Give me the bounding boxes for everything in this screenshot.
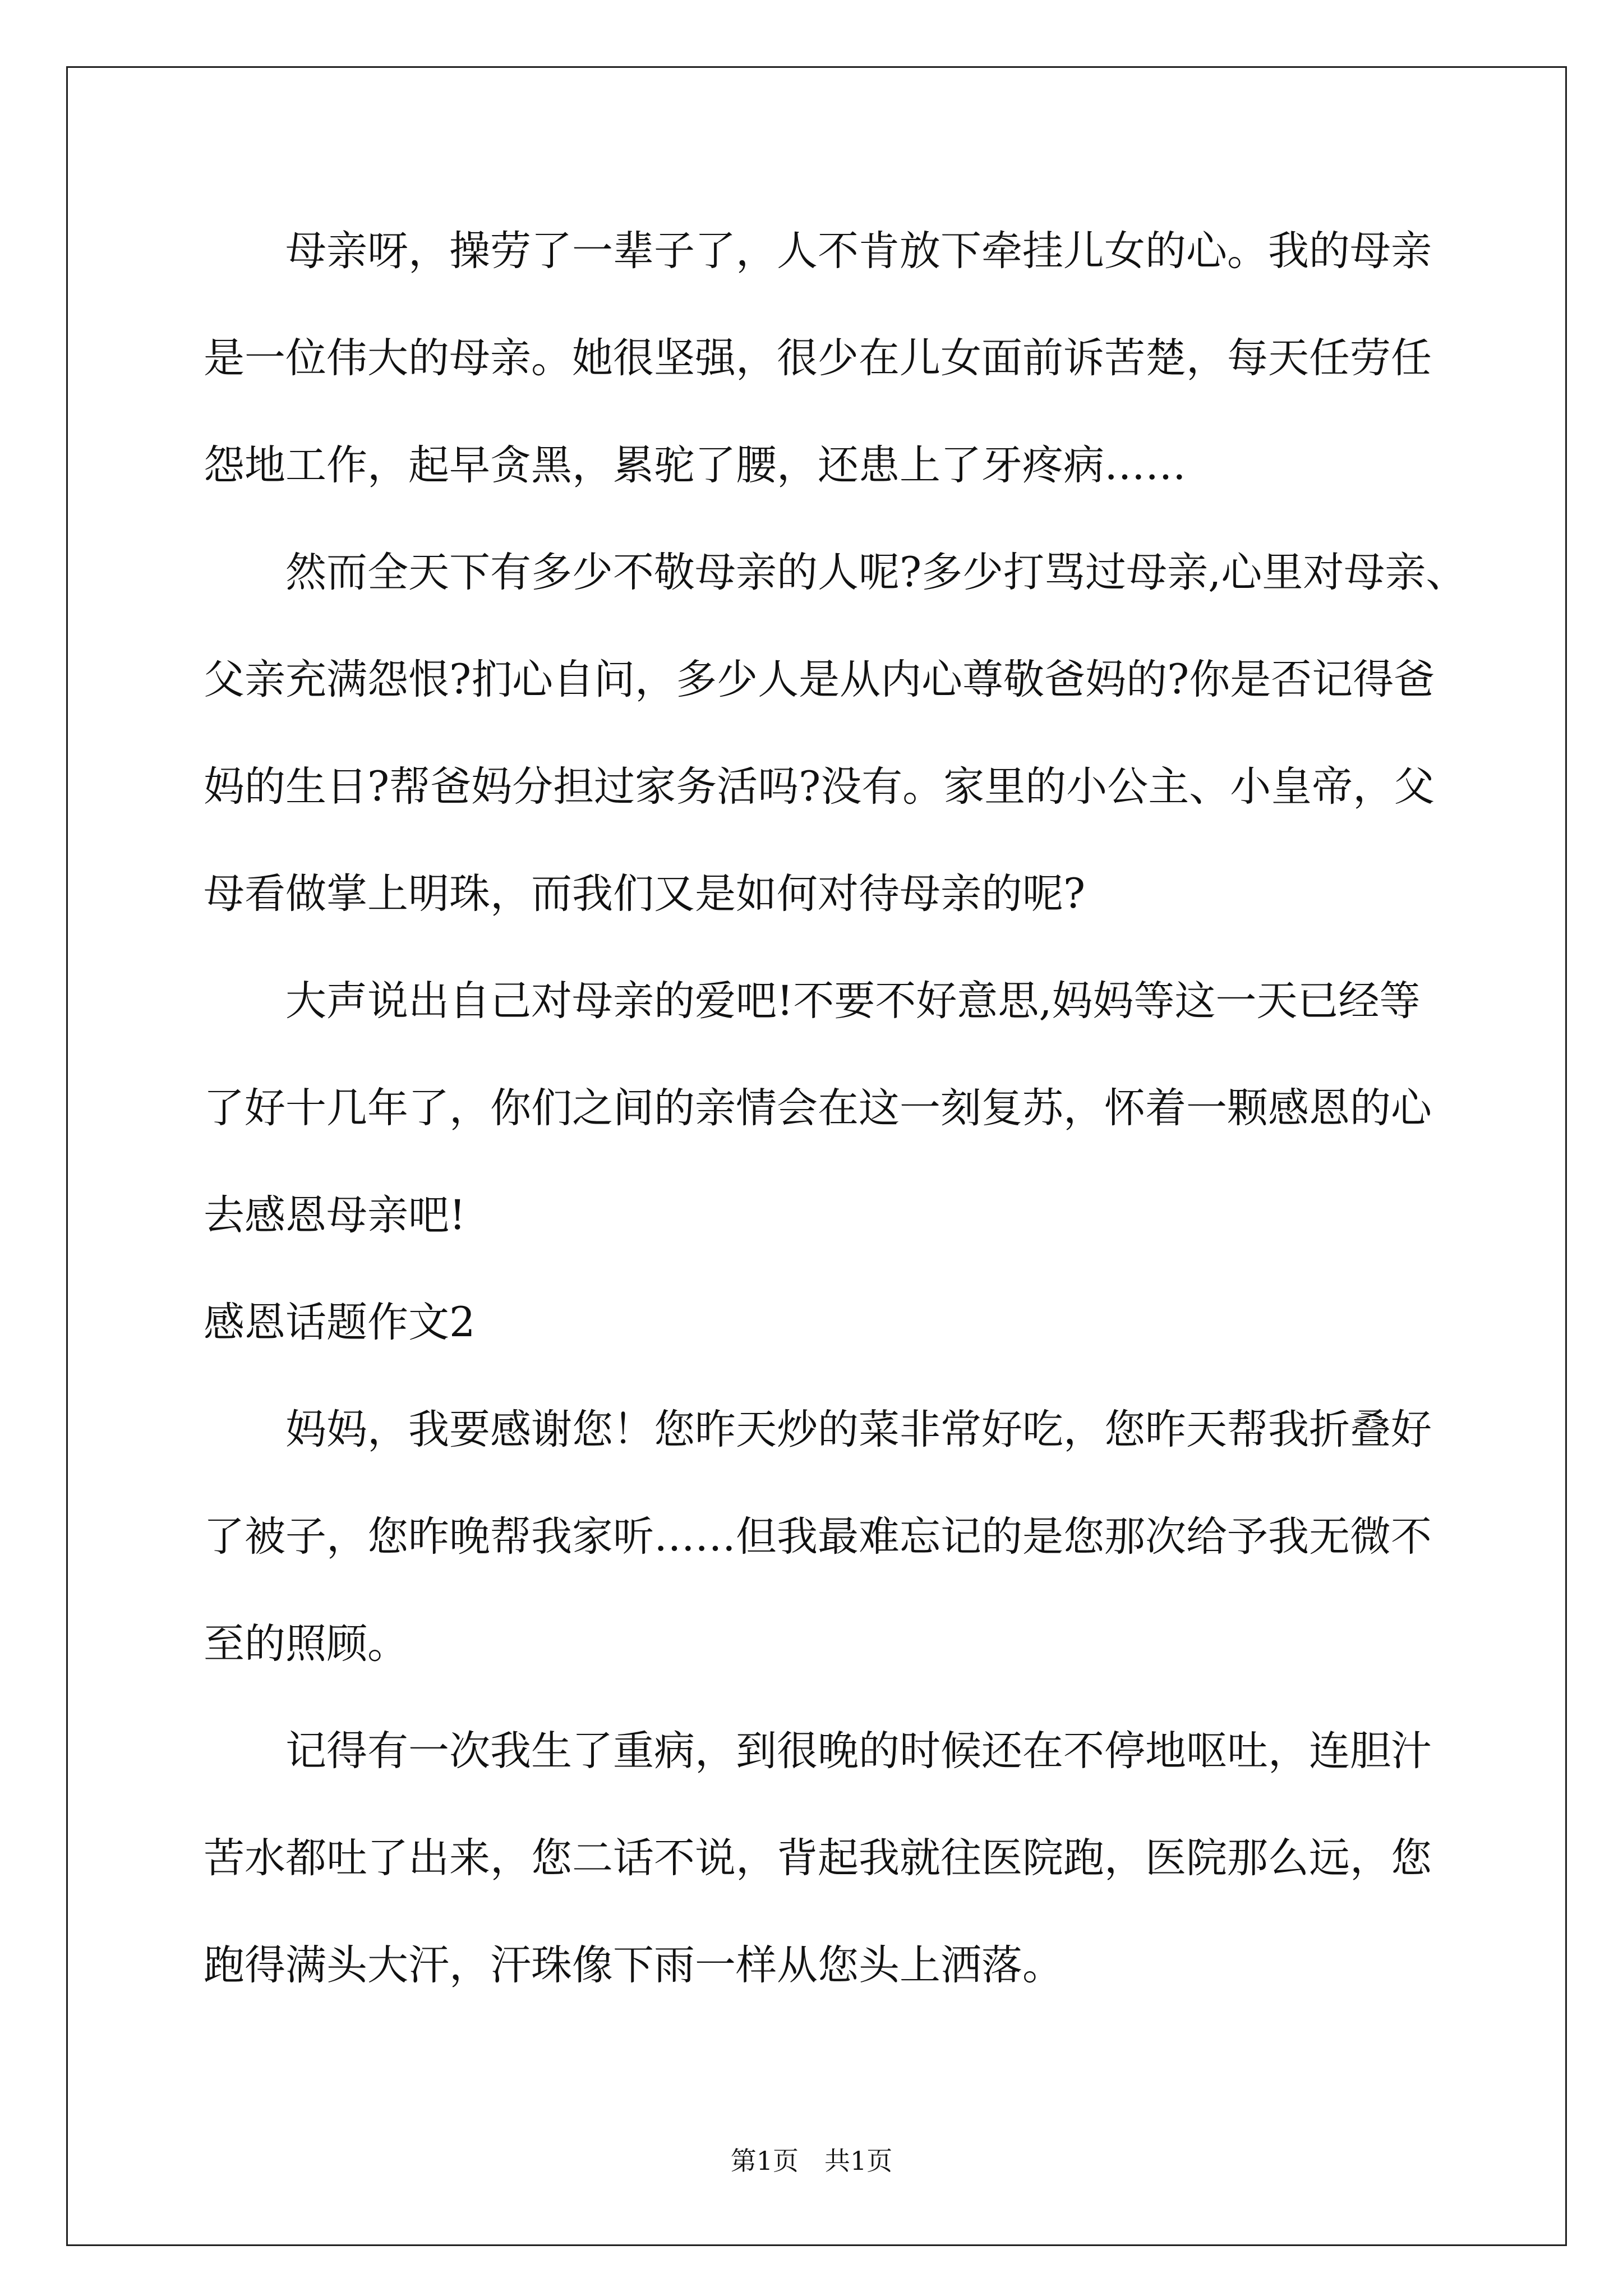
text-line: 去感恩母亲吧! (204, 1191, 466, 1239)
heading-text: 感恩话题作文2 (204, 1299, 476, 1346)
text-line: 妈的生日?帮爸妈分担过家务活吗?没有。家里的小公主、小皇帝，父 (204, 763, 1435, 811)
text-line: 父亲充满怨恨?扪心自问，多少人是从内心尊敬爸妈的?你是否记得爸 (204, 656, 1435, 703)
text-line: 然而全天下有多少不敬母亲的人呢?多少打骂过母亲,心里对母亲、 (285, 549, 1467, 596)
document-body (204, 197, 1493, 2019)
text-line: 妈妈，我要感谢您！您昨天炒的菜非常好吃，您昨天帮我折叠好 (285, 1406, 1432, 1453)
paragraph (204, 947, 1493, 1269)
paragraph (204, 1376, 1493, 1697)
text-line: 至的照顾。 (204, 1620, 408, 1668)
section-heading (204, 1269, 1493, 1376)
text-line: 大声说出自己对母亲的爱吧!不要不好意思,妈妈等这一天已经等 (285, 977, 1421, 1025)
text-line: 苦水都吐了出来，您二话不说，背起我就往医院跑，医院那么远，您 (204, 1834, 1432, 1882)
text-line: 怨地工作，起早贪黑，累驼了腰，还患上了牙疼病…… (204, 441, 1186, 489)
page-number: 第1页 共1页 (730, 2146, 893, 2176)
paragraph (204, 197, 1493, 519)
paragraph (204, 519, 1493, 947)
text-line: 是一位伟大的母亲。她很坚强，很少在儿女面前诉苦楚，每天任劳任 (204, 334, 1432, 382)
text-line: 跑得满头大汗，汗珠像下雨一样从您头上洒落。 (204, 1941, 1063, 1989)
text-line: 了被子，您昨晚帮我家听……但我最难忘记的是您那次给予我无微不 (204, 1513, 1432, 1561)
text-line: 了好十几年了，你们之间的亲情会在这一刻复苏，怀着一颗感恩的心 (204, 1084, 1432, 1132)
text-line: 记得有一次我生了重病，到很晚的时候还在不停地呕吐，连胆汁 (285, 1727, 1432, 1775)
text-line: 母看做掌上明珠，而我们又是如何对待母亲的呢? (204, 870, 1086, 918)
paragraph (204, 1697, 1493, 2019)
text-line: 母亲呀，操劳了一辈子了，人不肯放下牵挂儿女的心。我的母亲 (285, 227, 1432, 275)
